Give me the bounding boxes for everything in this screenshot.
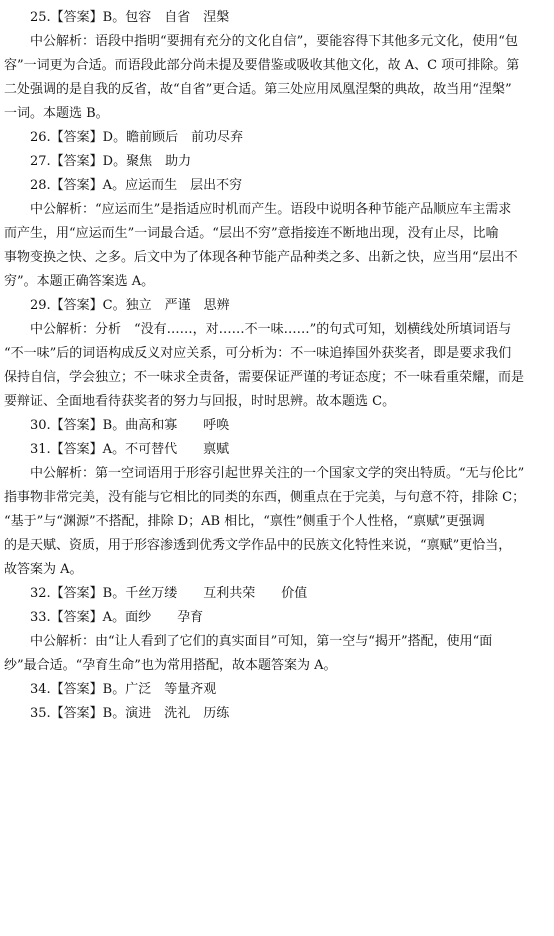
- answer-line: 29.【答案】C。独立 严谨 思辨: [30, 298, 230, 313]
- analysis-paragraph-start: 中公解析：第一空词语用于形容引起世界关注的一个国家文学的突出特质。“无与伦比”: [30, 466, 525, 481]
- analysis-paragraph-continuation: 纱”最合适。“孕育生命”也为常用搭配，故本题答案为 A。: [4, 658, 337, 673]
- analysis-paragraph-start: 中公解析：“应运而生”是指适应时机而产生。语段中说明各种节能产品顺应车主需求: [30, 202, 512, 217]
- answer-line: 32.【答案】B。千丝万缕 互利共荣 价值: [30, 586, 308, 601]
- analysis-paragraph-continuation: 穷”。本题正确答案选 A。: [4, 274, 155, 289]
- answer-line: 34.【答案】B。广泛 等量齐观: [30, 682, 217, 697]
- analysis-paragraph-continuation: 事物变换之快、之多。后文中为了体现各种节能产品种类之多、出新之快，应当用“层出不: [4, 250, 518, 265]
- analysis-paragraph-start: 中公解析：语段中指明“要拥有充分的文化自信”，要能容得下其他多元文化，使用“包: [30, 34, 518, 49]
- answer-line: 28.【答案】A。应运而生 层出不穷: [30, 178, 243, 193]
- answer-line: 26.【答案】D。瞻前顾后 前功尽弃: [30, 130, 244, 145]
- analysis-paragraph-continuation: “不一味”后的词语构成反义对应关系，可分析为：不一味追捧国外获奖者，即是要求我们: [4, 346, 512, 361]
- analysis-paragraph-continuation: 的是天赋、资质，用于形容渗透到优秀文学作品中的民族文化特性来说，“禀赋”更恰当，: [4, 538, 512, 553]
- analysis-paragraph-continuation: 故答案为 A。: [4, 562, 83, 577]
- analysis-paragraph-continuation: 容”一词更为合适。而语段此部分尚未提及要借鉴或吸收其他文化，故 A、C 项可排除。第: [4, 58, 520, 73]
- answer-line: 25.【答案】B。包容 自省 涅槃: [30, 10, 230, 25]
- analysis-paragraph-start: 中公解析：由“让人看到了它们的真实面目”可知，第一空与“揭开”搭配，使用“面: [30, 634, 493, 649]
- answer-line: 33.【答案】A。面纱 孕育: [30, 610, 204, 625]
- analysis-paragraph-continuation: 而产生，用“应运而生”一词最合适。“层出不穷”意指接连不断地出现，没有止尽，比喻: [4, 226, 499, 241]
- answer-line: 35.【答案】B。演进 洗礼 历练: [30, 706, 230, 721]
- answer-line: 31.【答案】A。不可替代 禀赋: [30, 442, 230, 457]
- analysis-paragraph-continuation: 二处强调的是自我的反省，故“自省”更合适。第三处应用凤凰涅槃的典故，故当用“涅槃”: [4, 82, 512, 97]
- analysis-paragraph-continuation: 指事物非常完美，没有能与它相比的同类的东西，侧重点在于完美，与句意不符，排除 C；: [4, 490, 526, 505]
- answer-line: 30.【答案】B。曲高和寡 呼唤: [30, 418, 230, 433]
- answer-line: 27.【答案】D。聚焦 助力: [30, 154, 192, 169]
- analysis-paragraph-continuation: 一词。本题选 B。: [4, 106, 109, 121]
- analysis-paragraph-continuation: “基于”与“渊源”不搭配，排除 D；AB 相比，“禀性”侧重于个人性格，“禀赋”更强调: [4, 514, 485, 529]
- analysis-paragraph-continuation: 保持自信，学会独立；不一味求全责备，需要保证严谨的考证态度；不一味看重荣耀，而是: [4, 370, 525, 385]
- analysis-paragraph-continuation: 要辩证、全面地看待获奖者的努力与回报，时时思辨。故本题选 C。: [4, 394, 396, 409]
- analysis-paragraph-start: 中公解析：分析 “没有……，对……不一味……”的句式可知，划横线处所填词语与: [30, 322, 512, 337]
